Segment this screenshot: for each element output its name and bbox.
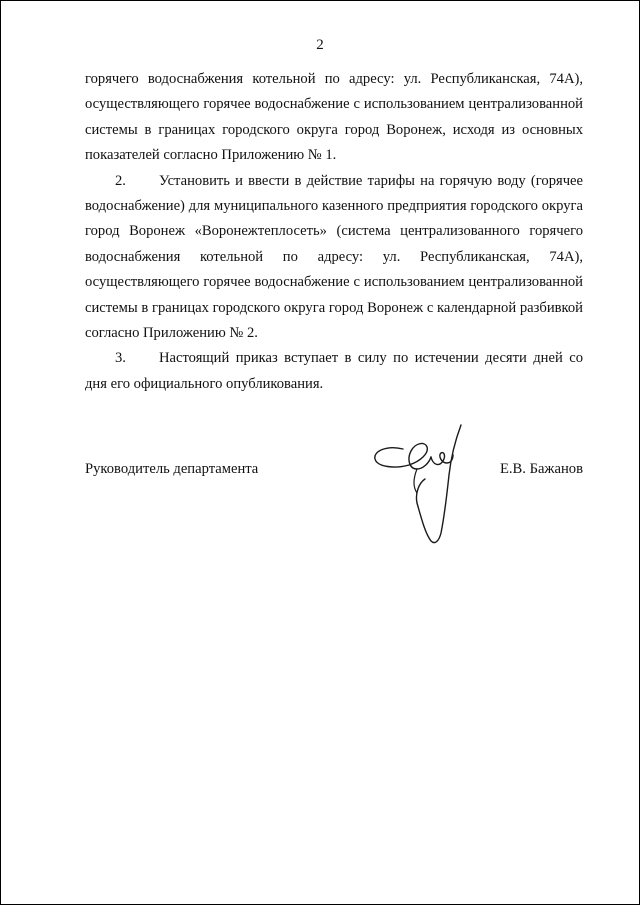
paragraph-text: Установить и ввести в действие тарифы на горячую воду (горячее водоснабжение) для муниципального казенного предприятия городского округа город Воронеж «Воронежтеплосеть» (система централизованного горячего водоснабжения котельной по адресу: ул. Республиканская, 74А), осуществляющего горячее водоснабжение с использованием централизованной системы в границах городского округа город Воронеж с календарной разбивкой согласно Приложению № 2. [85, 172, 583, 342]
handwritten-signature [369, 421, 479, 551]
page-number: 2 [316, 37, 324, 53]
paragraph-3 [85, 346, 583, 397]
paragraph-continuation [85, 67, 583, 169]
paragraph-text: горячего водоснабжения котельной по адресу: ул. Республиканская, 74А), осуществляющего горячее водоснабжение с использованием централизованной системы в границах городского округа город Воронеж, исходя из основных показателей согласно Приложению № 1. [85, 71, 583, 164]
paragraph-2 [85, 169, 583, 347]
signatory-title: Руководитель департамента [85, 461, 259, 477]
paragraph-text: Настоящий приказ вступает в силу по истечении десяти дней со дня его официального опубликования. [85, 350, 583, 392]
document-body [85, 67, 583, 397]
signatory-name: Е.В. Бажанов [499, 461, 583, 477]
paragraph-number: 2. [115, 172, 126, 189]
paragraph-number: 3. [115, 350, 126, 367]
